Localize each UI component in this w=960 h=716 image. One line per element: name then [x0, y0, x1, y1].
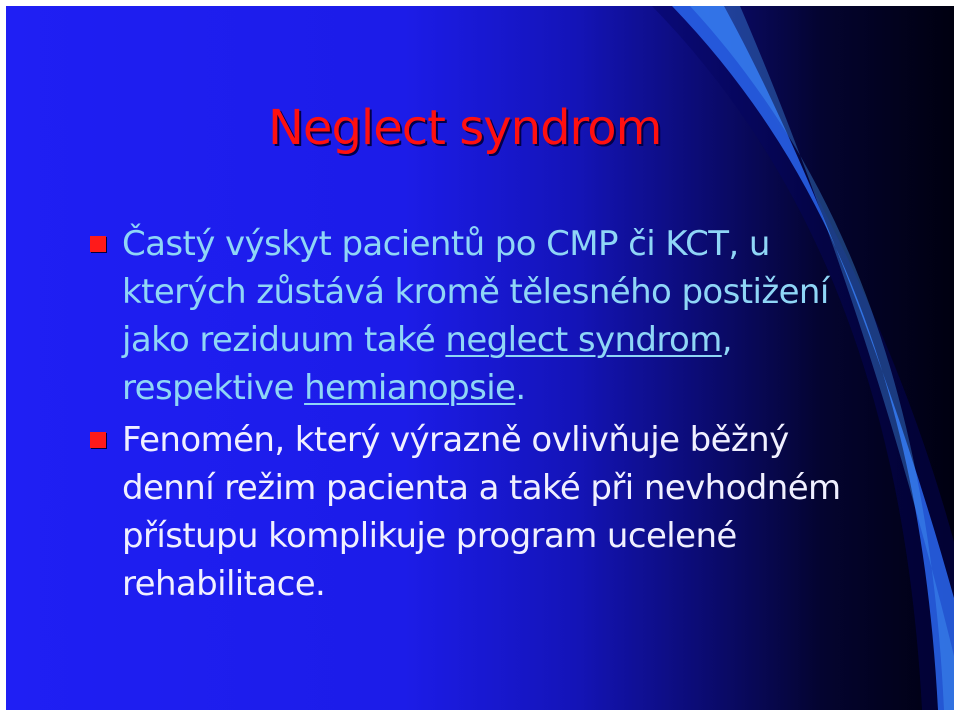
red-square-icon [90, 236, 106, 252]
bullet-item-2 [90, 416, 890, 608]
bullet-item-1 [90, 220, 890, 412]
slide-title: Neglect syndrom [268, 100, 662, 156]
neglect-syndrom-link[interactable]: neglect syndrom [445, 320, 722, 360]
hemianopsie-link[interactable]: hemianopsie [304, 368, 516, 408]
bullet-list [90, 220, 890, 608]
bullet-text-1: Častý výskyt pacientů po CMP či KCT, u kterých zůstává kromě tělesného postižení jako reziduum také [122, 224, 829, 360]
bullet-text-1-middle: , respektive [122, 320, 732, 408]
red-square-icon [90, 432, 106, 448]
bullet-text-1-end: . [515, 368, 526, 408]
presentation-slide [6, 6, 954, 710]
bullet-text-2: Fenomén, který výrazně ovlivňuje běžný denní režim pacienta a také při nevhodném přístupu komplikuje program ucelené rehabilitace. [122, 420, 841, 604]
